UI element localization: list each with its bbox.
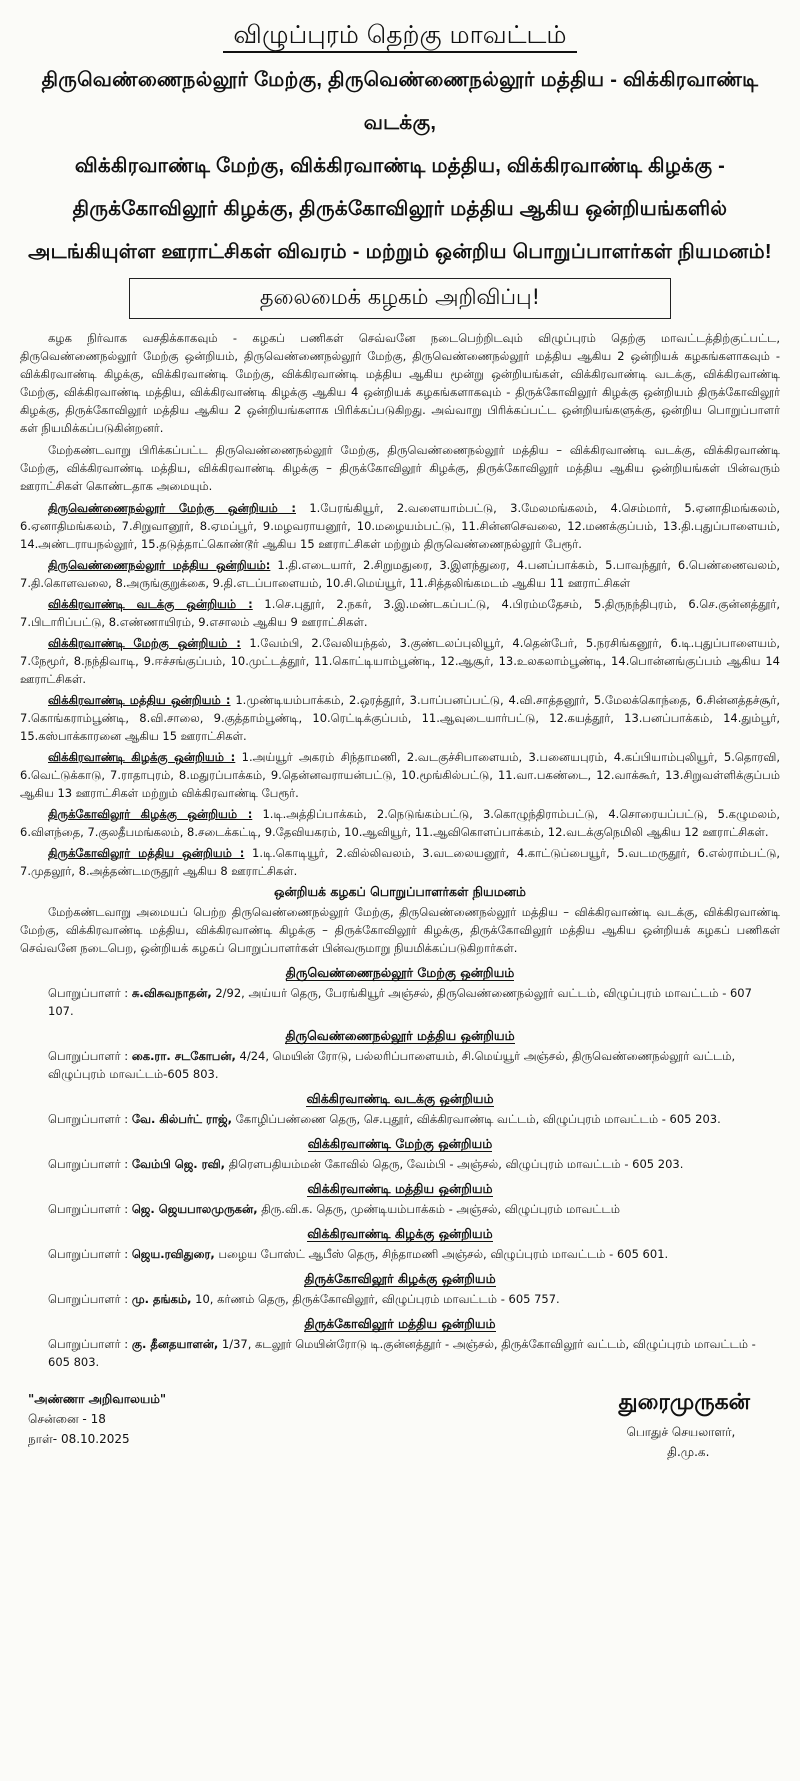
notice-page <box>20 0 780 1767</box>
union-entry <box>20 844 780 880</box>
union-name: விக்கிரவாண்டி மத்திய ஒன்றியம் : <box>48 693 231 707</box>
union-entry <box>20 748 780 802</box>
signatory-name: துரைமுருகன் <box>618 1389 750 1414</box>
appointment-intro: மேற்கண்டவாறு அமையப் பெற்ற திருவெண்ணைநல்லூர் மேற்கு, திருவெண்ணைநல்லூர் மத்திய – விக்கிரவாண்டி வடக்கு, விக்கிரவாண்டி மேற்கு, விக்கிரவாண்டி மத்திய, விக்கிரவாண்டி கிழக்கு – திருக்கோவிலூர் கிழக்கு, திருக்கோவிலூர் மத்திய ஆகிய ஒன்றியக் கழகப் பணிகள் செவ்வனே நடைபெற, ஒன்றியக் கழகப் பொறுப்பாளர்கள் பின்வருமாறு நியமிக்கப்படுகிறார்கள். <box>20 905 780 955</box>
union-entry <box>20 499 780 553</box>
appointment-entry <box>20 1245 780 1263</box>
resp-person: சு.விசுவநாதன், <box>131 986 212 1000</box>
resp-label: பொறுப்பாளர் : <box>48 1247 129 1261</box>
appointment-union-name: விக்கிரவாண்டி கிழக்கு ஒன்றியம் <box>307 1226 493 1241</box>
union-entry <box>20 595 780 631</box>
resp-person: ஜெ. ஜெயபாலமுருகன், <box>131 1202 258 1216</box>
resp-address: கோழிப்பண்ணை தெரு, செ.புதூர், விக்கிரவாண்டி வட்டம், விழுப்புரம் மாவட்டம் - 605 203. <box>235 1112 721 1126</box>
headline-line: அடங்கியுள்ள ஊராட்சிகள் விவரம் - மற்றும் ஒன்றிய பொறுப்பாளர்கள் நியமனம்! <box>28 241 772 263</box>
appointment-union-name: விக்கிரவாண்டி மேற்கு ஒன்றியம் <box>307 1136 493 1151</box>
appointment-entry <box>20 1200 780 1218</box>
resp-address: பழைய போஸ்ட் ஆபீஸ் தெரு, சிந்தாமணி அஞ்சல், விழுப்புரம் மாவட்டம் - 605 601. <box>218 1247 669 1261</box>
resp-label: பொறுப்பாளர் : <box>48 1112 129 1126</box>
footer-city: சென்னை - 18 <box>28 1412 106 1426</box>
appointment-union-title <box>20 1316 780 1333</box>
union-name: திருவெண்ணைநல்லூர் மேற்கு ஒன்றியம் : <box>48 501 296 515</box>
resp-label: பொறுப்பாளர் : <box>48 1049 129 1063</box>
headline-line: திருக்கோவிலூர் கிழக்கு, திருக்கோவிலூர் மத்திய ஆகிய ஒன்றியங்களில் <box>72 198 728 220</box>
appointment-union-title <box>20 1136 780 1153</box>
appointment-union-title <box>20 1028 780 1045</box>
resp-address: 2/92, அய்யர் தெரு, பேரங்கியூர் அஞ்சல், திருவெண்ணைநல்லூர் வட்டம், விழுப்புரம் மாவட்டம் - 607 107. <box>48 986 752 1018</box>
union-name: திருக்கோவிலூர் கிழக்கு ஒன்றியம் : <box>48 807 253 821</box>
headline-line: திருவெண்ணைநல்லூர் மேற்கு, திருவெண்ணைநல்லூர் மத்திய - விக்கிரவாண்டி வடக்கு, <box>41 69 759 134</box>
union-name: விக்கிரவாண்டி கிழக்கு ஒன்றியம் : <box>48 750 236 764</box>
appointment-union-name: திருக்கோவிலூர் மத்திய ஒன்றியம் <box>304 1316 496 1331</box>
resp-person: வேம்பி ஜெ. ரவி, <box>131 1157 226 1171</box>
appointment-section-title: ஒன்றியக் கழகப் பொறுப்பாளர்கள் நியமனம் <box>273 884 526 899</box>
appointment-union-title <box>20 1271 780 1288</box>
union-entry <box>20 805 780 841</box>
footer-left <box>28 1389 166 1449</box>
resp-person: கு. தீனதயாளன், <box>131 1337 219 1351</box>
union-villages: 1.டி.அத்திப்பாக்கம், 2.நெடுங்கம்பட்டு, 3.கொழுந்திராம்பட்டு, 4.சொரையப்பட்டு, 5.கழுமலம், 6.விளந்தை, 7.குலதீபமங்கலம், 8.சடைக்கட்டி, 9.தேவியகரம், 10.ஆவியூர், 11.ஆவிகொளப்பாக்கம், 12.வடக்குநெமிலி ஆகிய 12 ஊராட்சிகள். <box>20 807 781 839</box>
resp-address: 1/37, கடலூர் மெயின்ரோடு டி.குன்னத்தூர் - அஞ்சல், திருக்கோவிலூர் வட்டம், விழுப்புரம் மாவட்டம் - 605 803. <box>48 1337 756 1369</box>
appointment-union-title <box>20 1181 780 1198</box>
union-villages: 1.அய்யூர் அகரம் சிந்தாமணி, 2.வடகுச்சிபாளையம், 3.பனையபுரம், 4.கப்பியாம்புலியூர், 5.தொரவி, 6.வெட்டுக்காடு, 7.ராதாபுரம், 8.மதுரப்பாக்கம், 9.தென்னவராயன்பட்டு, 10.மூங்கில்பட்டு, 11.வா.பகண்டை, 12.வாக்கூர், 13.சிறுவள்ளிக்குப்பம் ஆகிய 13 ஊராட்சிகள் மற்றும் விக்கிரவாண்டி பேரூர். <box>20 750 781 800</box>
resp-label: பொறுப்பாளர் : <box>48 1337 129 1351</box>
resp-person: கை.ரா. சடகோபன், <box>131 1049 236 1063</box>
appointment-entry <box>20 1290 780 1308</box>
union-entry <box>20 634 780 688</box>
union-villages: 1.முண்டியம்பாக்கம், 2.ஒரத்தூர், 3.பாப்பனப்பட்டு, 4.வி.சாத்தனூர், 5.மேலக்கொந்தை, 6.சின்னத்தச்சூர், 7.கொங்கராம்பூண்டி, 8.வி.சாலை, 9.குத்தாம்பூண்டி, 10.ரெட்டிக்குப்பம், 11.ஆவுடையார்பட்டு, 12.கயத்தூர், 13.பனப்பாக்கம், 14.தும்பூர், 15.கஸ்பாக்காரனை ஆகிய 15 ஊராட்சிகள். <box>20 693 780 743</box>
appointment-entry <box>20 1155 780 1173</box>
union-name: திருவெண்ணைநல்லூர் மத்திய ஒன்றியம்: <box>48 558 271 572</box>
union-villages: 1.டி.கொடியூர், 2.வில்லிவலம், 3.வடலையனூர், 4.காட்டுப்பையூர், 5.வடமருதூர், 6.எல்ராம்பட்டு, 7.முதலூர், 8.அத்தண்டமருதூர் ஆகிய 8 ஊராட்சிகள். <box>20 846 781 878</box>
footer-place: "அண்ணா அறிவாலயம்" <box>28 1392 167 1406</box>
union-entry <box>20 556 780 592</box>
resp-label: பொறுப்பாளர் : <box>48 1292 129 1306</box>
notice-title-box <box>129 278 671 319</box>
appointment-union-name: திருவெண்ணைநல்லூர் மேற்கு ஒன்றியம் <box>285 965 515 980</box>
footer <box>20 1389 780 1479</box>
appointment-entry <box>20 1047 780 1083</box>
appointment-union-title <box>20 1091 780 1108</box>
notice-title: தலைமைக் கழகம் அறிவிப்பு! <box>259 285 541 309</box>
resp-person: ஜெய.ரவிதுரை, <box>131 1247 215 1261</box>
union-villages: 1.பேரங்கியூர், 2.வளையாம்பட்டு, 3.மேலமங்கலம், 4.செம்மார், 5.ஏனாதிமங்கலம், 6.ஏனாதிமங்கலம், 7.சிறுவானூர், 8.ஏமப்பூர், 9.மழவராயனூர், 10.மழையம்பட்டு, 11.சின்னசெவலை, 12.மணக்குப்பம், 13.தி.புதுப்பாளையம், 14.அண்டராயநல்லூர், 15.தடுத்தாட்கொண்டூர் ஆகிய 15 ஊராட்சிகள் மற்றும் திருவெண்ணைநல்லூர் பேரூர். <box>20 501 780 551</box>
union-entry <box>20 691 780 745</box>
appointment-union-name: விக்கிரவாண்டி மத்திய ஒன்றியம் <box>307 1181 493 1196</box>
resp-address: திரு.வி.க. தெரு, முண்டியம்பாக்கம் - அஞ்சல், விழுப்புரம் மாவட்டம் <box>261 1202 620 1216</box>
union-name: திருக்கோவிலூர் மத்திய ஒன்றியம் : <box>48 846 245 860</box>
appointment-union-title <box>20 965 780 982</box>
union-name: விக்கிரவாண்டி வடக்கு ஒன்றியம் : <box>48 597 253 611</box>
union-name: விக்கிரவாண்டி மேற்கு ஒன்றியம் : <box>48 636 241 650</box>
appointment-entry <box>20 1110 780 1128</box>
signatory-party: தி.மு.க. <box>667 1445 710 1459</box>
union-villages: 1.செ.புதூர், 2.நகர், 3.இ.மண்டகப்பட்டு, 4.பிரம்மதேசம், 5.திருநந்திபுரம், 6.செ.குன்னத்தூர், 7.பிடாரிப்பட்டு, 8.எண்ணாயிரம், 9.எசாலம் ஆகிய 9 ஊராட்சிகள். <box>20 597 780 629</box>
footer-right <box>619 1389 750 1462</box>
district-title-text: விழுப்புரம் தெற்கு மாவட்டம் <box>223 20 576 53</box>
resp-label: பொறுப்பாளர் : <box>48 1202 129 1216</box>
union-villages: 1.தி.எடையார், 2.சிறுமதுரை, 3.இளந்துரை, 4.பனப்பாக்கம், 5.பாவந்தூர், 6.பெண்ணைவலம், 7.தி.கொளவலை, 8.அருங்குறுக்கை, 9.தி.எடப்பாளையம், 10.சி.மெய்யூர், 11.சித்தலிங்கமடம் ஆகிய 11 ஊராட்சிகள் <box>20 558 780 590</box>
headline <box>20 59 780 274</box>
resp-label: பொறுப்பாளர் : <box>48 1157 129 1171</box>
resp-label: பொறுப்பாளர் : <box>48 986 129 1000</box>
intro-paragraph-2: மேற்கண்டவாறு பிரிக்கப்பட்ட திருவெண்ணைநல்லூர் மேற்கு, திருவெண்ணைநல்லூர் மத்திய – விக்கிரவாண்டி வடக்கு, விக்கிரவாண்டி மேற்கு, விக்கிரவாண்டி மத்திய, விக்கிரவாண்டி கிழக்கு – திருக்கோவிலூர் கிழக்கு, திருக்கோவிலூர் மத்திய ஆகிய ஒன்றியங்கள் பின்வரும் ஊராட்சிகள் கொண்டதாக அமையும். <box>20 443 780 493</box>
appointment-union-title <box>20 1226 780 1243</box>
appointment-entry <box>20 1335 780 1371</box>
intro-paragraph-1: கழக நிர்வாக வசதிக்காகவும் - கழகப் பணிகள் செவ்வனே நடைபெற்றிடவும் விழுப்புரம் தெற்கு மாவட்டத்திற்குட்பட்ட, திருவெண்ணைநல்லூர் மேற்கு ஒன்றியம், திருவெண்ணைநல்லூர் மேற்கு, திருவெண்ணைநல்லூர் மத்திய ஆகிய 2 ஒன்றியக் கழகங்களாகவும் - விக்கிரவாண்டி கிழக்கு, விக்கிரவாண்டி மேற்கு, விக்கிரவாண்டி மத்திய ஆகிய மூன்று ஒன்றியங்கள், விக்கிரவாண்டி வடக்கு, விக்கிரவாண்டி மேற்கு, விக்கிரவாண்டி மத்திய, விக்கிரவாண்டி கிழக்கு ஆகிய 4 ஒன்றியக் கழகங்களாகவும் - திருக்கோவிலூர் கிழக்கு ஒன்றியம் திருக்கோவிலூர் கிழக்கு, திருக்கோவிலூர் மத்திய ஆகிய 2 ஒன்றியங்களாக பிரிக்கப்படுகிறது. அவ்வாறு பிரிக்கப்பட்ட ஒன்றியங்களுக்கு, ஒன்றிய பொறுப்பாளர் கள் நியமிக்கப்படுகின்றனர். <box>20 331 780 435</box>
district-title <box>20 20 780 53</box>
union-villages: 1.வேம்பி, 2.வேலியந்தல், 3.குண்டலப்புலியூர், 4.தென்பேர், 5.நரசிங்கனூர், 6.டி.புதுப்பாளையம், 7.நேமூர், 8.நந்திவாடி, 9.ஈச்சங்குப்பம், 10.முட்டத்தூர், 11.கொட்டியாம்பூண்டி, 12.ஆசூர், 13.உலகலாம்பூண்டி, 14.பொன்னங்குப்பம் ஆகிய 14 ஊராட்சிகள். <box>20 636 780 686</box>
appointment-union-name: விக்கிரவாண்டி வடக்கு ஒன்றியம் <box>306 1091 494 1106</box>
footer-date: நாள்- 08.10.2025 <box>28 1432 130 1446</box>
resp-address: 4/24, மெயின் ரோடு, பல்லரிப்பாளையம், சி.மெய்யூர் அஞ்சல், திருவெண்ணைநல்லூர் வட்டம், விழுப்புரம் மாவட்டம்-605 803. <box>48 1049 736 1081</box>
resp-person: வே. கில்பர்ட் ராஜ், <box>131 1112 232 1126</box>
resp-address: திரௌபதியம்மன் கோவில் தெரு, வேம்பி - அஞ்சல், விழுப்புரம் மாவட்டம் - 605 203. <box>228 1157 684 1171</box>
headline-line: விக்கிரவாண்டி மேற்கு, விக்கிரவாண்டி மத்திய, விக்கிரவாண்டி கிழக்கு - <box>74 155 726 177</box>
appointment-union-name: திருக்கோவிலூர் கிழக்கு ஒன்றியம் <box>304 1271 496 1286</box>
appointment-entry <box>20 984 780 1020</box>
resp-person: மு. தங்கம், <box>131 1292 192 1306</box>
resp-address: 10, கர்ணம் தெரு, திருக்கோவிலூர், விழுப்புரம் மாவட்டம் - 605 757. <box>195 1292 560 1306</box>
signatory-designation: பொதுச் செயலாளர், <box>626 1425 736 1439</box>
appointment-union-name: திருவெண்ணைநல்லூர் மத்திய ஒன்றியம் <box>285 1028 515 1043</box>
